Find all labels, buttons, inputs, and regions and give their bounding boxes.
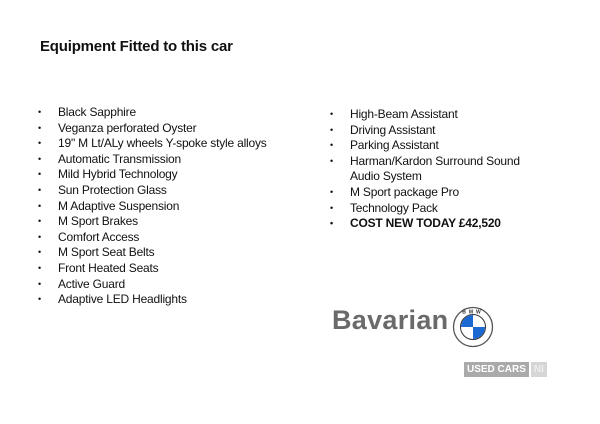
equipment-item <box>330 216 530 232</box>
equipment-item <box>38 121 267 137</box>
equipment-item <box>38 105 267 121</box>
bullet-icon: • <box>38 216 41 227</box>
equipment-item <box>38 214 267 230</box>
equipment-item-label: M Sport package Pro <box>350 184 459 199</box>
bullet-icon: • <box>330 140 333 151</box>
used-cars-badge <box>464 362 547 377</box>
bullet-icon: • <box>38 247 41 258</box>
bullet-icon: • <box>38 200 41 211</box>
equipment-item-label: Driving Assistant <box>350 122 436 137</box>
bullet-icon: • <box>38 153 41 164</box>
svg-text:BMW: BMW <box>462 309 484 316</box>
equipment-item-label: 19" M Lt/ALy wheels Y-spoke style alloys <box>58 136 267 151</box>
equipment-item-label: Harman/Kardon Surround Sound Audio System <box>350 153 520 184</box>
equipment-item <box>330 107 530 123</box>
bullet-icon: • <box>330 218 333 229</box>
bullet-icon: • <box>38 231 41 242</box>
bullet-icon: • <box>38 107 41 117</box>
equipment-item-label: Parking Assistant <box>350 138 439 153</box>
bullet-icon: • <box>38 122 41 133</box>
equipment-item <box>330 154 530 185</box>
bullet-icon: • <box>38 262 41 273</box>
equipment-item <box>330 201 530 217</box>
equipment-item <box>38 152 267 168</box>
bullet-icon: • <box>330 186 333 197</box>
equipment-item-label: High-Beam Assistant <box>350 107 458 121</box>
equipment-item <box>38 261 267 277</box>
equipment-item <box>38 136 267 152</box>
equipment-item <box>38 277 267 293</box>
bullet-icon: • <box>38 138 41 149</box>
equipment-item-label: M Sport Seat Belts <box>58 245 155 260</box>
equipment-item-label: Automatic Transmission <box>58 151 181 166</box>
equipment-item <box>38 199 267 215</box>
dealer-logo-text: Bavarian <box>332 305 449 335</box>
equipment-item-label: Mild Hybrid Technology <box>58 167 178 182</box>
equipment-item <box>330 123 530 139</box>
equipment-item-label: Comfort Access <box>58 229 140 244</box>
equipment-item <box>38 292 267 308</box>
equipment-list-left <box>38 105 267 308</box>
equipment-item-label: Adaptive LED Headlights <box>58 292 187 307</box>
bullet-icon: • <box>330 155 333 166</box>
equipment-list-right <box>330 107 530 232</box>
equipment-item-label: Front Heated Seats <box>58 260 159 275</box>
used-cars-label: USED CARS <box>464 362 529 377</box>
equipment-item <box>38 183 267 199</box>
equipment-item <box>330 138 530 154</box>
equipment-item-label: M Sport Brakes <box>58 214 138 229</box>
bullet-icon: • <box>330 124 333 135</box>
bullet-icon: • <box>330 109 333 119</box>
equipment-item <box>330 185 530 201</box>
equipment-item-label: Black Sapphire <box>58 105 136 119</box>
bullet-icon: • <box>38 169 41 180</box>
equipment-item-label: COST NEW TODAY £42,520 <box>350 216 501 231</box>
equipment-item <box>38 167 267 183</box>
bullet-icon: • <box>38 294 41 305</box>
bullet-icon: • <box>330 202 333 213</box>
bmw-logo-icon <box>452 306 494 348</box>
bullet-icon: • <box>38 278 41 289</box>
equipment-item <box>38 230 267 246</box>
equipment-item-label: Veganza perforated Oyster <box>58 120 197 135</box>
page-title: Equipment Fitted to this car <box>40 38 233 55</box>
bullet-icon: • <box>38 184 41 195</box>
equipment-item <box>38 245 267 261</box>
region-label: NI <box>531 362 547 377</box>
equipment-item-label: Active Guard <box>58 276 125 291</box>
equipment-item-label: Sun Protection Glass <box>58 182 167 197</box>
equipment-item-label: Technology Pack <box>350 200 438 215</box>
equipment-item-label: M Adaptive Suspension <box>58 198 180 213</box>
